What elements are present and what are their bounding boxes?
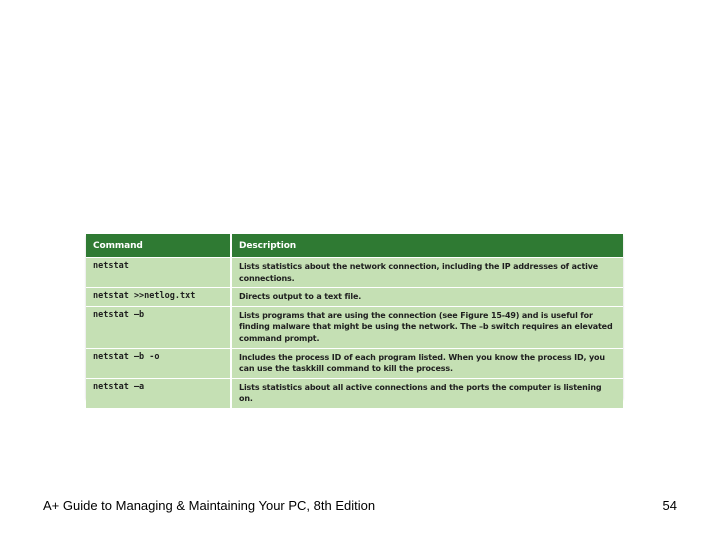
netstat-commands-table — [86, 234, 623, 404]
table-row — [86, 258, 623, 288]
description-cell: Lists statistics about the network connection, including the IP addresses of active connections. — [231, 258, 623, 288]
command-cell: netstat –b -o — [86, 348, 231, 378]
table-row — [86, 378, 623, 408]
command-cell: netstat >>netlog.txt — [86, 288, 231, 307]
command-cell: netstat — [86, 258, 231, 288]
command-cell: netstat –b — [86, 306, 231, 348]
description-cell: Directs output to a text file. — [231, 288, 623, 307]
table-row — [86, 288, 623, 307]
command-cell: netstat –a — [86, 378, 231, 408]
description-cell: Lists statistics about all active connections and the ports the computer is listening on. — [231, 378, 623, 408]
column-header-command: Command — [86, 234, 231, 258]
table-row — [86, 348, 623, 378]
page-number: 54 — [662, 498, 677, 513]
column-header-description: Description — [231, 234, 623, 258]
description-cell: Lists programs that are using the connection (see Figure 15-49) and is useful for finding malware that might be using the network. The –b switch requires an elevated command prompt. — [231, 306, 623, 348]
description-cell: Includes the process ID of each program listed. When you know the process ID, you can use the taskkill command to kill the process. — [231, 348, 623, 378]
footer-book-title: A+ Guide to Managing & Maintaining Your PC, 8th Edition — [43, 498, 376, 513]
table-row — [86, 306, 623, 348]
table-header-row — [86, 234, 623, 258]
